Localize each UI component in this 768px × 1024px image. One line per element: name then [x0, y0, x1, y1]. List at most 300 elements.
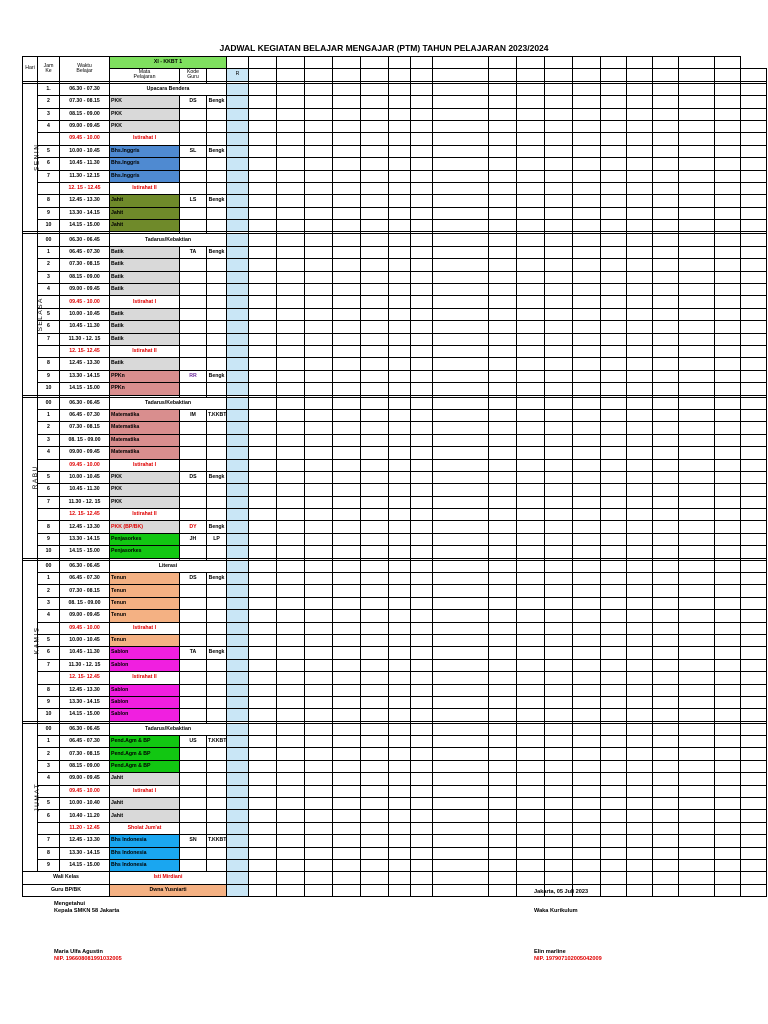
jam-ke: [38, 672, 60, 684]
empty-cell: [653, 798, 679, 810]
empty-cell: [277, 610, 305, 622]
kode-guru: DY: [180, 521, 207, 533]
empty-cell: [305, 271, 333, 283]
empty-cell: [679, 773, 715, 785]
empty-cell: [333, 560, 361, 572]
ruang: T.KKBT: [207, 409, 227, 421]
empty-cell: [653, 672, 679, 684]
jam-ke: 00: [38, 397, 60, 409]
empty-cell: [249, 546, 277, 558]
empty-cell: [601, 521, 627, 533]
empty-cell: [627, 471, 653, 483]
waktu: 08. 15 - 09.00: [60, 434, 110, 446]
empty-cell: [361, 459, 389, 471]
empty-cell: [653, 296, 679, 308]
ruang: Bengk: [207, 573, 227, 585]
empty-cell: [389, 321, 411, 333]
empty-cell: [249, 496, 277, 508]
empty-cell: [601, 120, 627, 132]
schedule-row: [23, 234, 767, 246]
empty-cell: [305, 158, 333, 170]
r-cell: [227, 284, 249, 296]
waktu: 13.30 - 14.15: [60, 533, 110, 545]
empty-cell: [411, 69, 433, 81]
empty-cell: [333, 684, 361, 696]
empty-cell: [180, 509, 207, 521]
empty-cell: [627, 296, 653, 308]
empty-cell: [389, 496, 411, 508]
empty-cell: [333, 573, 361, 585]
empty-cell: [653, 573, 679, 585]
empty-cell: [361, 207, 389, 219]
empty-cell: [573, 546, 601, 558]
empty-cell: [249, 872, 277, 884]
empty-cell: [573, 447, 601, 459]
kode-guru: [180, 696, 207, 708]
empty-cell: [489, 484, 517, 496]
empty-cell: [627, 672, 653, 684]
empty-cell: [305, 447, 333, 459]
empty-cell: [627, 120, 653, 132]
ruang: [207, 709, 227, 721]
empty-cell: [333, 108, 361, 120]
day-label: [23, 723, 42, 872]
empty-cell: [433, 773, 489, 785]
empty-cell: [627, 207, 653, 219]
empty-cell: [361, 585, 389, 597]
empty-cell: [715, 736, 741, 748]
empty-cell: [433, 471, 489, 483]
empty-cell: [361, 471, 389, 483]
empty-cell: [433, 798, 489, 810]
empty-cell: [433, 145, 489, 157]
istirahat-label: Istirahat I: [110, 133, 180, 145]
schedule-row: [23, 308, 767, 320]
empty-cell: [361, 447, 389, 459]
empty-cell: [715, 120, 741, 132]
empty-cell: [305, 785, 333, 797]
empty-cell: [305, 471, 333, 483]
empty-cell: [305, 585, 333, 597]
empty-cell: [517, 259, 545, 271]
waktu: 14.15 - 15.00: [60, 220, 110, 232]
waktu: 14.15 - 15.00: [60, 546, 110, 558]
empty-cell: [679, 672, 715, 684]
empty-cell: [277, 659, 305, 671]
empty-cell: [715, 723, 741, 735]
empty-cell: [517, 207, 545, 219]
waktu: 06.45 - 07.30: [60, 409, 110, 421]
empty-cell: [389, 546, 411, 558]
mapel: Jahit: [110, 798, 180, 810]
empty-cell: [305, 736, 333, 748]
empty-cell: [333, 459, 361, 471]
kode-guru: [180, 158, 207, 170]
empty-cell: [653, 760, 679, 772]
r-cell: [227, 798, 249, 810]
r-cell: [227, 622, 249, 634]
empty-cell: [601, 872, 627, 884]
schedule-row: [23, 120, 767, 132]
empty-cell: [361, 509, 389, 521]
empty-cell: [715, 573, 741, 585]
empty-cell: [389, 308, 411, 320]
empty-cell: [679, 158, 715, 170]
empty-cell: [715, 133, 741, 145]
jam-ke: 5: [38, 798, 60, 810]
empty-cell: [715, 597, 741, 609]
mapel: Batik: [110, 284, 180, 296]
empty-cell: [573, 709, 601, 721]
empty-cell: [305, 622, 333, 634]
empty-cell: [433, 333, 489, 345]
schedule-row: [23, 496, 767, 508]
empty-cell: [715, 447, 741, 459]
empty-cell: [573, 723, 601, 735]
empty-cell: [489, 748, 517, 760]
empty-cell: [741, 120, 767, 132]
empty-cell: [679, 884, 715, 896]
empty-cell: [627, 810, 653, 822]
istirahat-label: Istirahat II: [110, 182, 180, 194]
waktu: 08.15 - 09.00: [60, 108, 110, 120]
empty-cell: [277, 585, 305, 597]
empty-cell: [489, 798, 517, 810]
empty-cell: [715, 358, 741, 370]
empty-cell: [389, 358, 411, 370]
empty-cell: [627, 835, 653, 847]
empty-cell: [411, 835, 433, 847]
empty-cell: [653, 345, 679, 357]
r-cell: [227, 872, 249, 884]
empty-cell: [517, 597, 545, 609]
empty-cell: [573, 696, 601, 708]
empty-cell: [573, 459, 601, 471]
empty-cell: [601, 133, 627, 145]
empty-cell: [545, 308, 573, 320]
empty-cell: [573, 422, 601, 434]
empty-cell: [653, 370, 679, 382]
empty-cell: [249, 207, 277, 219]
empty-cell: [679, 170, 715, 182]
empty-cell: [715, 585, 741, 597]
ruang: [207, 207, 227, 219]
guru-label: Guru: [187, 74, 199, 81]
empty-cell: [180, 133, 207, 145]
kode-guru: [180, 120, 207, 132]
empty-cell: [180, 345, 207, 357]
empty-cell: [333, 422, 361, 434]
empty-cell: [601, 736, 627, 748]
empty-cell: [517, 170, 545, 182]
empty-cell: [715, 785, 741, 797]
empty-cell: [679, 120, 715, 132]
empty-cell: [517, 409, 545, 421]
empty-cell: [627, 760, 653, 772]
ruang: [207, 383, 227, 395]
kode-guru: [180, 860, 207, 872]
empty-cell: [249, 634, 277, 646]
empty-cell: [249, 234, 277, 246]
kode-guru: IM: [180, 409, 207, 421]
waktu: 10.00 - 10.45: [60, 634, 110, 646]
empty-cell: [249, 246, 277, 258]
r-cell: [227, 296, 249, 308]
empty-cell: [361, 409, 389, 421]
ruang: [207, 308, 227, 320]
empty-cell: [601, 145, 627, 157]
empty-cell: [517, 760, 545, 772]
empty-cell: [361, 672, 389, 684]
r-cell: [227, 546, 249, 558]
empty-cell: [601, 207, 627, 219]
empty-cell: [333, 748, 361, 760]
empty-cell: [489, 308, 517, 320]
schedule-row: [23, 560, 767, 572]
empty-cell: [249, 397, 277, 409]
kode-guru: LS: [180, 195, 207, 207]
empty-cell: [333, 736, 361, 748]
empty-cell: [333, 798, 361, 810]
r-cell: [227, 471, 249, 483]
ruang: Bengk: [207, 521, 227, 533]
mapel: Jahit: [110, 207, 180, 219]
empty-cell: [601, 170, 627, 182]
empty-cell: [411, 333, 433, 345]
empty-cell: [715, 234, 741, 246]
mapel: PKK: [110, 484, 180, 496]
empty-cell: [489, 659, 517, 671]
empty-cell: [249, 696, 277, 708]
r-cell: [227, 308, 249, 320]
ruang: LP: [207, 533, 227, 545]
empty-cell: [433, 696, 489, 708]
schedule-row: [23, 358, 767, 370]
schedule-row: [23, 585, 767, 597]
schedule-row: [23, 459, 767, 471]
empty-cell: [517, 133, 545, 145]
empty-cell: [741, 409, 767, 421]
empty-cell: [601, 773, 627, 785]
empty-cell: [411, 860, 433, 872]
empty-cell: [433, 370, 489, 382]
empty-cell: [433, 684, 489, 696]
empty-cell: [277, 459, 305, 471]
empty-cell: [489, 459, 517, 471]
empty-cell: [489, 96, 517, 108]
empty-cell: [411, 57, 433, 69]
empty-cell: [361, 560, 389, 572]
empty-cell: [679, 422, 715, 434]
empty-cell: [333, 622, 361, 634]
empty-cell: [411, 195, 433, 207]
empty-cell: [715, 798, 741, 810]
jam-ke: 1: [38, 573, 60, 585]
waktu: 13.30 - 14.15: [60, 370, 110, 382]
empty-cell: [361, 822, 389, 834]
empty-cell: [653, 207, 679, 219]
mapel: Batik: [110, 321, 180, 333]
empty-cell: [389, 83, 411, 95]
empty-cell: [573, 822, 601, 834]
empty-cell: [411, 696, 433, 708]
empty-cell: [627, 597, 653, 609]
empty-cell: [517, 860, 545, 872]
empty-cell: [627, 447, 653, 459]
ruang: [207, 120, 227, 132]
empty-cell: [601, 69, 627, 81]
empty-cell: [277, 560, 305, 572]
empty-cell: [433, 409, 489, 421]
empty-cell: [517, 333, 545, 345]
empty-cell: [601, 108, 627, 120]
empty-cell: [573, 145, 601, 157]
empty-cell: [627, 634, 653, 646]
empty-cell: [249, 672, 277, 684]
empty-cell: [389, 133, 411, 145]
empty-cell: [653, 785, 679, 797]
empty-cell: [305, 634, 333, 646]
kode-guru: DS: [180, 573, 207, 585]
empty-cell: [573, 647, 601, 659]
ruang: [207, 610, 227, 622]
jam-ke: 1: [38, 246, 60, 258]
empty-cell: [715, 773, 741, 785]
kode-guru: [180, 773, 207, 785]
empty-cell: [517, 484, 545, 496]
empty-cell: [249, 358, 277, 370]
empty-cell: [411, 246, 433, 258]
ruang: Bengk: [207, 145, 227, 157]
empty-cell: [653, 434, 679, 446]
jam-ke: 4: [38, 447, 60, 459]
day-name: SENIN: [33, 143, 41, 172]
empty-cell: [433, 120, 489, 132]
empty-cell: [333, 847, 361, 859]
schedule-row: [23, 659, 767, 671]
empty-cell: [361, 234, 389, 246]
mapel: Batik: [110, 271, 180, 283]
empty-cell: [389, 785, 411, 797]
empty-cell: [741, 723, 767, 735]
empty-cell: [277, 810, 305, 822]
empty-cell: [517, 69, 545, 81]
empty-cell: [249, 383, 277, 395]
empty-cell: [207, 459, 227, 471]
empty-cell: [573, 533, 601, 545]
ke-label: Ke: [45, 67, 52, 74]
empty-cell: [653, 810, 679, 822]
empty-cell: [249, 182, 277, 194]
empty-cell: [715, 308, 741, 320]
empty-cell: [389, 182, 411, 194]
empty-cell: [715, 847, 741, 859]
empty-cell: [489, 610, 517, 622]
empty-cell: [545, 610, 573, 622]
ruang: [207, 434, 227, 446]
empty-cell: [679, 634, 715, 646]
empty-cell: [433, 573, 489, 585]
empty-cell: [715, 259, 741, 271]
mapel: Tenun: [110, 634, 180, 646]
empty-cell: [305, 246, 333, 258]
ruang-header: [207, 69, 227, 81]
empty-cell: [333, 634, 361, 646]
empty-cell: [333, 383, 361, 395]
jam-ke: 3: [38, 597, 60, 609]
empty-cell: [333, 271, 361, 283]
empty-cell: [249, 120, 277, 132]
empty-cell: [277, 736, 305, 748]
empty-cell: [715, 296, 741, 308]
empty-cell: [411, 585, 433, 597]
empty-cell: [741, 484, 767, 496]
schedule-row: [23, 723, 767, 735]
kode-guru: [180, 358, 207, 370]
waktu: 12.45 - 13.30: [60, 521, 110, 533]
empty-cell: [715, 509, 741, 521]
empty-cell: [715, 546, 741, 558]
empty-cell: [627, 271, 653, 283]
empty-cell: [489, 597, 517, 609]
footer-row: [23, 872, 767, 884]
empty-cell: [741, 773, 767, 785]
ruang: [207, 271, 227, 283]
empty-cell: [679, 533, 715, 545]
schedule-row: [23, 370, 767, 382]
empty-cell: [741, 321, 767, 333]
empty-cell: [545, 284, 573, 296]
empty-cell: [333, 696, 361, 708]
empty-cell: [277, 672, 305, 684]
mapel: Sablon: [110, 659, 180, 671]
schedule-row: [23, 736, 767, 748]
jam-ke: 7: [38, 835, 60, 847]
jam-ke: 2: [38, 422, 60, 434]
empty-cell: [545, 496, 573, 508]
r-cell: [227, 170, 249, 182]
kode-guru: DS: [180, 96, 207, 108]
empty-cell: [489, 333, 517, 345]
empty-cell: [411, 785, 433, 797]
schedule-row: [23, 182, 767, 194]
ruang: [207, 860, 227, 872]
mapel: Matematika: [110, 409, 180, 421]
empty-cell: [277, 835, 305, 847]
mapel: Pend.Agm & BP: [110, 760, 180, 772]
r-cell: [227, 96, 249, 108]
empty-cell: [627, 822, 653, 834]
empty-cell: [573, 333, 601, 345]
ruang: [207, 422, 227, 434]
empty-cell: [389, 459, 411, 471]
empty-cell: [433, 822, 489, 834]
empty-cell: [627, 220, 653, 232]
empty-cell: [545, 484, 573, 496]
schedule-row: [23, 471, 767, 483]
waktu: 09.45 - 10.00: [60, 459, 110, 471]
r-cell: [227, 133, 249, 145]
empty-cell: [305, 496, 333, 508]
empty-cell: [433, 622, 489, 634]
empty-cell: [679, 822, 715, 834]
jam-ke: 1: [38, 409, 60, 421]
empty-cell: [545, 810, 573, 822]
empty-cell: [517, 521, 545, 533]
schedule-row: [23, 108, 767, 120]
empty-cell: [249, 158, 277, 170]
empty-cell: [715, 246, 741, 258]
